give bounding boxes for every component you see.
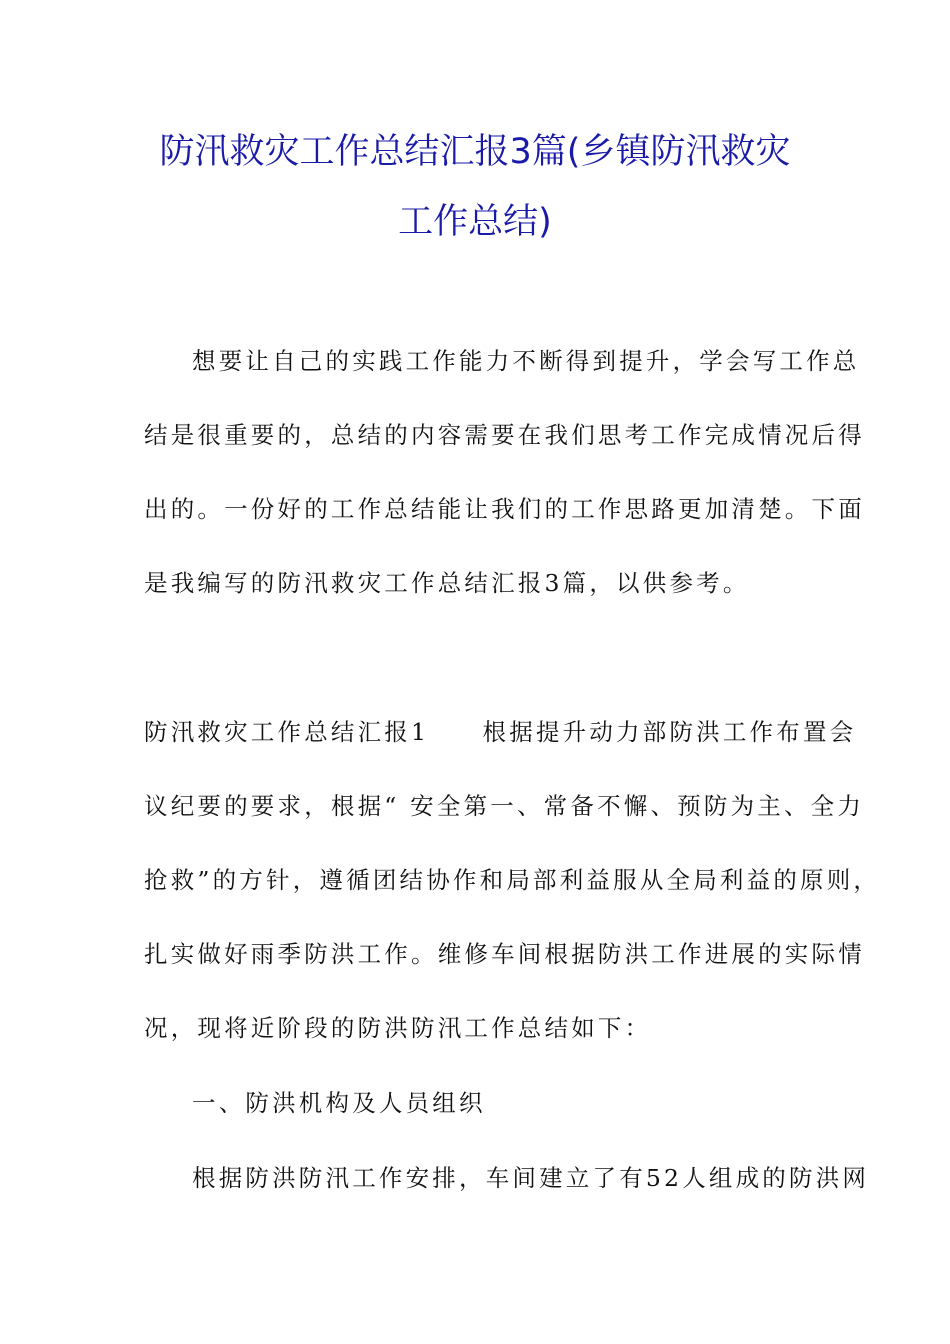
- intro-line-4: 是我编写的防汛救灾工作总结汇报3篇，以供参考。: [144, 569, 750, 597]
- section1-line-2: 议纪要的要求，根据“ 安全第一、常备不懈、预防为主、全力: [144, 792, 865, 820]
- section1-line-4: 扎实做好雨季防洪工作。维修车间根据防洪工作进展的实际情: [144, 940, 865, 968]
- section1-line-1: 防汛救灾工作总结汇报1 根据提升动力部防洪工作布置会: [144, 718, 857, 746]
- intro-line-3: 出的。一份好的工作总结能让我们的工作思路更加清楚。下面: [144, 495, 865, 523]
- paragraph-1-line-1: 根据防洪防汛工作安排，车间建立了有52人组成的防洪网: [192, 1164, 870, 1192]
- section1-line-5: 况，现将近阶段的防洪防汛工作总结如下：: [144, 1014, 652, 1042]
- intro-line-1: 想要让自己的实践工作能力不断得到提升，学会写工作总: [192, 347, 860, 375]
- section1-line-3: 抢救”的方针，遵循团结协作和局部利益服从全局利益的原则，: [144, 866, 881, 894]
- document-title-line-1: 防汛救灾工作总结汇报3篇(乡镇防汛救灾: [159, 132, 791, 172]
- section-heading-1: 一、防洪机构及人员组织: [192, 1089, 486, 1117]
- intro-line-2: 结是很重要的，总结的内容需要在我们思考工作完成情况后得: [144, 421, 865, 449]
- document-title-line-2: 工作总结): [398, 202, 552, 242]
